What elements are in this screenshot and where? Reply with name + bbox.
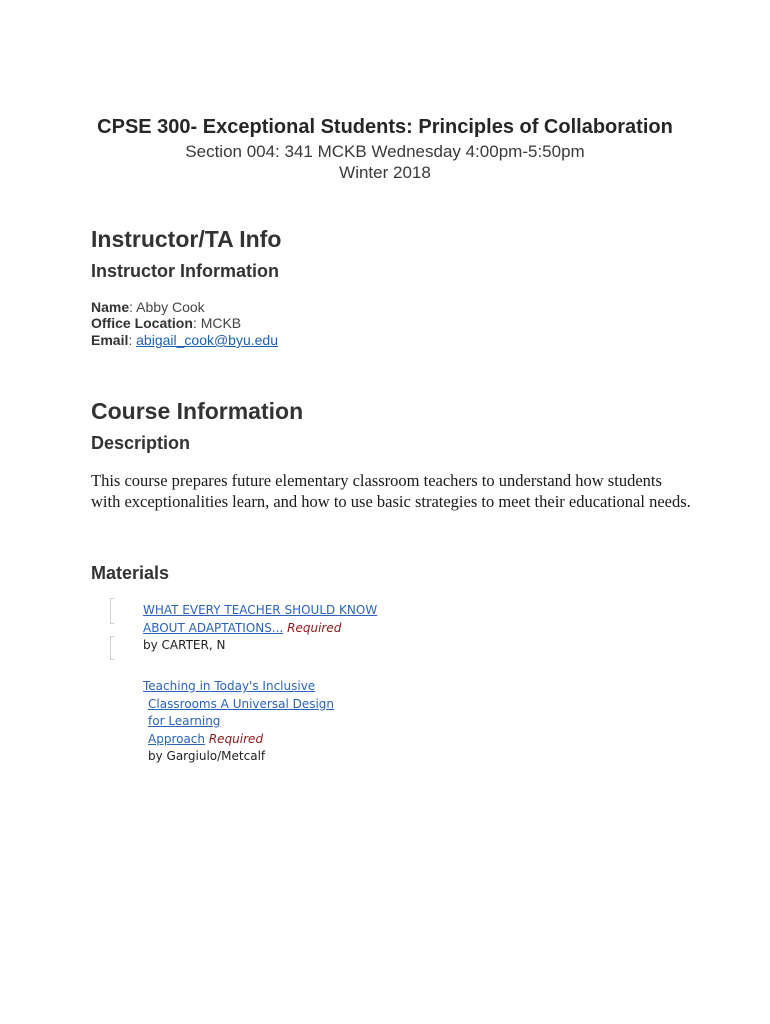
- materials-heading: Materials: [91, 563, 170, 583]
- image-placeholder-bracket: [110, 636, 114, 660]
- material-2-title-line2: [148, 697, 334, 711]
- email-field: Email: abigail_cook@byu.edu: [91, 332, 279, 348]
- section-info: Section 004: 341 MCKB Wednesday 4:00pm-5:50pm: [185, 142, 585, 161]
- instructor-name-field: Name: Abby Cook: [91, 299, 205, 315]
- material-1-author: by CARTER, N: [143, 638, 226, 652]
- material-2-title-line3: [148, 714, 220, 728]
- course-title: CPSE 300- Exceptional Students: Principles of Collaboration: [97, 116, 673, 138]
- material-2-author: by Gargiulo/Metcalf: [148, 749, 266, 763]
- email-link[interactable]: abigail_cook@byu.edu: [136, 332, 279, 348]
- course-description: This course prepares future elementary classroom teachers to understand how students with exceptionalities learn, and how to use basic strategies to meet their educational needs.: [91, 471, 691, 511]
- material-2-link-cont2[interactable]: for Learning: [148, 714, 221, 728]
- office-label: Office Location: [91, 315, 193, 331]
- office-value: MCKB: [200, 315, 242, 331]
- instructor-subheading: Instructor Information: [91, 261, 279, 281]
- material-2-title-line4: [148, 732, 263, 746]
- office-location-field: Office Location: MCKB: [91, 315, 242, 331]
- material-2-title-line1: [143, 679, 315, 693]
- material-1-title-line2: [143, 621, 341, 635]
- material-2-link-cont3[interactable]: Approach: [148, 732, 206, 746]
- material-1-link[interactable]: WHAT EVERY TEACHER SHOULD KNOW: [143, 603, 378, 617]
- material-1-title-line1: [143, 603, 377, 617]
- material-2-required: Required: [208, 732, 264, 746]
- name-value: Abby Cook: [136, 299, 205, 315]
- image-placeholder-bracket: [110, 598, 114, 624]
- term: Winter 2018: [339, 163, 431, 182]
- description-heading: Description: [91, 433, 191, 453]
- material-1-link-cont[interactable]: ABOUT ADAPTATIONS...: [143, 621, 284, 635]
- email-label: Email: [91, 332, 129, 348]
- name-label: Name: [91, 299, 130, 315]
- material-2-link[interactable]: Teaching in Today's Inclusive: [143, 679, 316, 693]
- material-1-required: Required: [287, 621, 342, 635]
- course-info-heading: Course Information: [91, 398, 304, 424]
- instructor-heading: Instructor/TA Info: [91, 226, 282, 252]
- material-2-link-cont[interactable]: Classrooms A Universal Design: [148, 697, 335, 711]
